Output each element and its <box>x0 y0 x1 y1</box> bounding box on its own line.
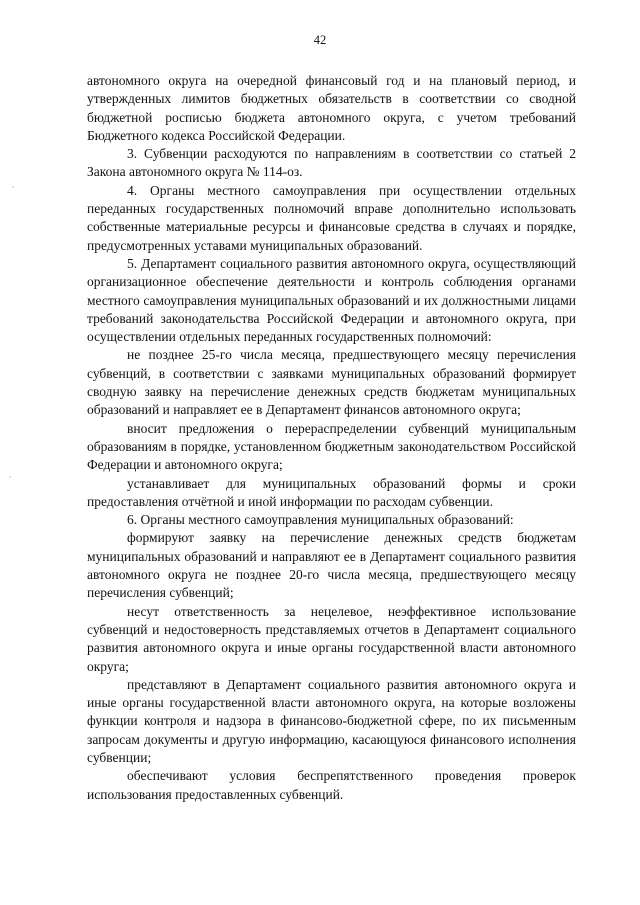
document-body <box>87 72 576 804</box>
paragraph-5-item-2: вносит предложения о перераспределении субвенций муниципальным образованиям в порядке, установленном бюджетным законодательством Российской Федерации и автономного округа; <box>87 420 576 473</box>
scan-speck <box>12 186 14 188</box>
paragraph-6-item-3: представляют в Департамент социального развития автономного округа и иные органы государственной власти автономного округа, на которые возложены функции контроля и надзора в финансово-бюджетной сфере, по их письменным запросам документы и другую информацию, касающуюся финансового исполнения субвенции; <box>87 676 576 765</box>
paragraph-6-item-2: несут ответственность за нецелевое, неэффективное использование субвенций и недостоверность представляемых отчетов в Департамент социального развития автономного округа и иные органы государственной власти автономного округа; <box>87 603 576 674</box>
paragraph-3: 3. Субвенции расходуются по направлениям в соответствии со статьей 2 Закона автономного округа № 114-оз. <box>87 146 576 180</box>
paragraph-5-item-1: не позднее 25-го числа месяца, предшествующего месяцу перечисления субвенций, в соответствии с заявками муниципальных образований формирует сводную заявку на перечисление денежных средств бюджетам муниципальных образований и направляет ее в Департамент финансов автономного округа; <box>87 347 576 418</box>
paragraph-6-item-1: формируют заявку на перечисление денежных средств бюджетам муниципальных образований и направляют ее в Департамент социального развития автономного округа не позднее 20-го числа месяца, предшествующего месяцу перечисления субвенций; <box>87 530 576 601</box>
scan-speck <box>9 476 11 478</box>
paragraph-5-item-3: устанавливает для муниципальных образований формы и сроки предоставления отчётной и иной информации по расходам субвенции. <box>87 475 576 509</box>
page-number: 42 <box>313 33 327 47</box>
paragraph-6: 6. Органы местного самоуправления муниципальных образований: <box>127 512 514 528</box>
paragraph-6-item-4: обеспечивают условия беспрепятственного проведения проверок использования предоставленных субвенций. <box>87 768 576 802</box>
paragraph-5: 5. Департамент социального развития автономного округа, осуществляющий организационное обеспечение деятельности и контроль соблюдения органами местного самоуправления муниципальных образований и их должностными лицами требований законодательства Российской Федерации и автономного округа, при осуществлении отдельных переданных государственных полномочий: <box>87 255 576 345</box>
paragraph-continuation: автономного округа на очередной финансовый год и на плановый период, и утвержденных лимитов бюджетных обязательств в соответствии со сводной бюджетной росписью бюджета автономного округа, с учетом требований Бюджетного кодекса Российской Федерации. <box>87 73 576 143</box>
paragraph-4: 4. Органы местного самоуправления при осуществлении отдельных переданных государственных полномочий вправе дополнительно использовать собственные материальные ресурсы и финансовые средства в случаях и порядке, предусмотренных уставами муниципальных образований. <box>87 182 576 253</box>
